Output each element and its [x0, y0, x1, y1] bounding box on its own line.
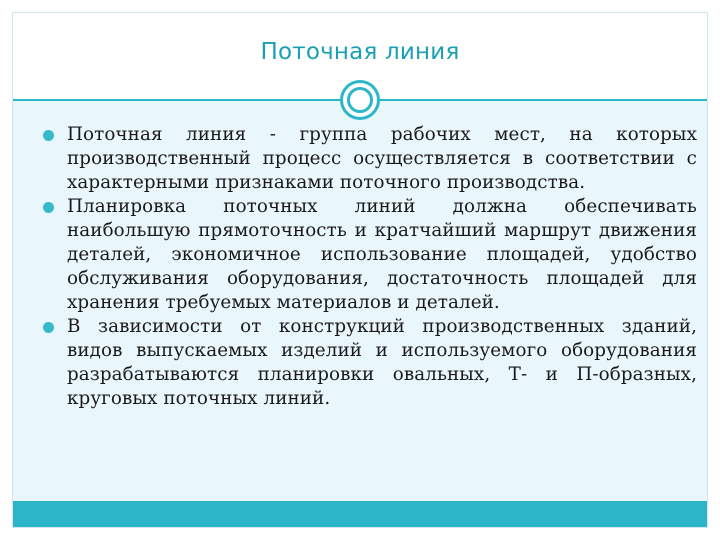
bullet-icon: [43, 322, 54, 333]
bullet-item: [41, 195, 697, 315]
bullet-icon: [43, 130, 54, 141]
slide-frame: [12, 12, 708, 528]
bullet-text: В зависимости от конструкций производственных зданий, видов выпускаемых изделий и используемого оборудования разрабатываются планировки овальных, Т- и П-образных, круговых поточных линий.: [67, 316, 697, 409]
bullet-text: Поточная линия - группа рабочих мест, на которых производственный процесс осуществляется в соответствии с характерными признаками поточного производства.: [67, 124, 697, 193]
slide-title: Поточная линия: [260, 39, 460, 65]
bullet-icon: [43, 202, 54, 213]
bullet-item: [41, 315, 697, 411]
footer-bar: [13, 501, 707, 527]
bullet-text: Планировка поточных линий должна обеспечивать наибольшую прямоточность и кратчайший маршрут движения деталей, экономичное использование площадей, удобство обслуживания оборудования, достаточность площадей для хранения требуемых материалов и деталей.: [67, 196, 697, 313]
bullet-list: [41, 123, 697, 411]
double-circle-inner-icon: [347, 87, 373, 113]
bullet-item: [41, 123, 697, 195]
